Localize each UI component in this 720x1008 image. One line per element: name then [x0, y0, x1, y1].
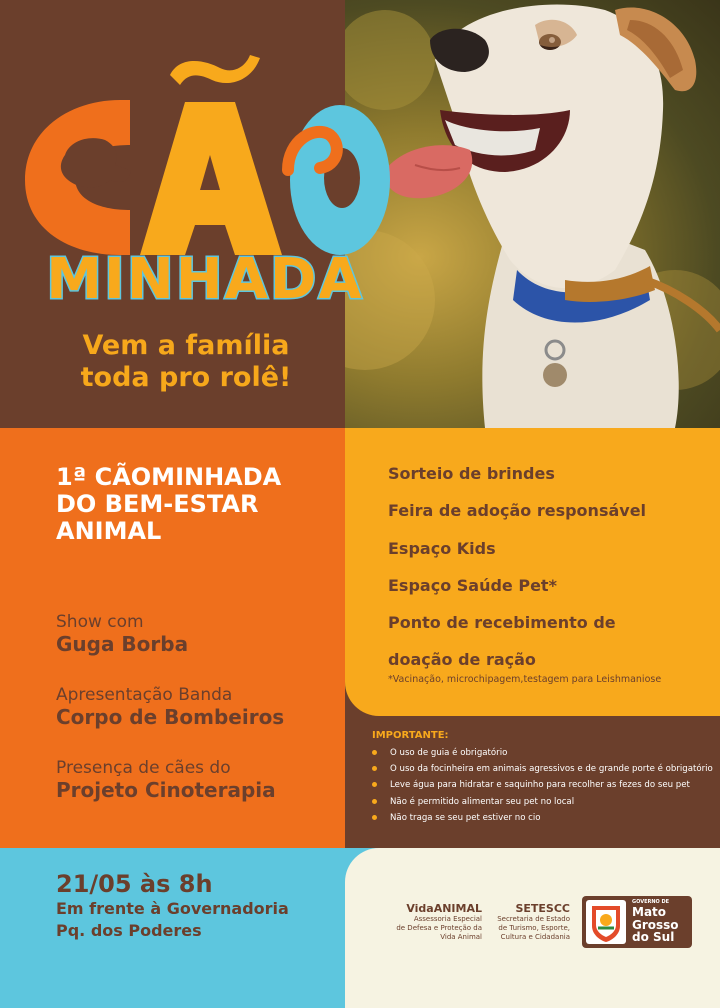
important-item [372, 810, 712, 826]
show-item [56, 685, 284, 729]
bullet-icon [372, 815, 377, 820]
gov-name [632, 906, 679, 944]
tagline-line2: toda pro rolê! [80, 362, 292, 393]
tagline [66, 330, 306, 394]
event-title-line3: ANIMAL [56, 517, 162, 545]
activity-item: Sorteio de brindes [388, 464, 555, 483]
vida-animal-logo [378, 902, 482, 942]
setescc-sub: de Turismo, Esporte, [498, 924, 570, 932]
bullet-icon [372, 766, 377, 771]
gov-line: Grosso [632, 917, 679, 932]
activity-item: Feira de adoção responsável [388, 501, 647, 521]
tagline-line1: Vem a família [82, 330, 290, 361]
important-item [372, 794, 712, 810]
event-date: 21/05 às 8h [56, 870, 213, 898]
location-line1: Em frente à Governadoria [56, 899, 289, 918]
dog-photo [345, 0, 720, 428]
activity-item: Espaço Kids [388, 538, 496, 558]
gov-line: Mato [632, 905, 667, 919]
event-title-line2: DO BEM-ESTAR [56, 490, 259, 518]
location-line2: Pq. dos Poderes [56, 921, 202, 940]
vida-animal-name: VidaANIMAL [406, 902, 482, 915]
vida-animal-sub: Assessoria Especial [413, 915, 482, 923]
show-item-label: Presença de cães do [56, 758, 231, 778]
activities-footnote: *Vacinação, microchipagem,testagem para Leishmaniose [388, 674, 662, 685]
show-item-name: Projeto Cinoterapia [56, 778, 276, 802]
important-title: IMPORTANTE: [372, 730, 449, 741]
important-item [372, 777, 712, 793]
event-title [56, 464, 326, 545]
important-list [372, 745, 712, 826]
bullet-icon [372, 799, 377, 804]
activity-item: doação de ração [388, 650, 536, 670]
state-seal-icon [586, 900, 626, 944]
important-item-text: O uso da focinheira em animais agressivos e de grande porte é obrigatório [390, 764, 713, 775]
activity-item: Ponto de recebimento de [388, 613, 616, 633]
setescc-sub: Secretaria de Estado [497, 915, 570, 923]
important-item-text: Não é permitido alimentar seu pet no local [390, 796, 575, 807]
show-item-label: Apresentação Banda [56, 685, 233, 705]
caominhada-logo [20, 40, 390, 310]
important-item [372, 761, 712, 777]
activity-item: Espaço Saúde Pet* [388, 575, 557, 595]
gov-line: do Sul [632, 930, 675, 944]
activities-list [388, 455, 708, 679]
important-item-text: O uso de guia é obrigatório [390, 748, 508, 758]
bullet-icon [372, 782, 377, 787]
vida-animal-sub: Vida Animal [440, 933, 482, 941]
government-logo [582, 896, 692, 948]
logo-minhada-text: MINHADA [46, 247, 364, 310]
show-item-label: Show com [56, 612, 144, 632]
important-item-text: Não traga se seu pet estiver no cio [390, 812, 541, 823]
important-item [372, 745, 712, 761]
setescc-logo [490, 902, 570, 942]
setescc-name: SETESCC [515, 902, 570, 915]
setescc-sub: Cultura e Cidadania [500, 933, 570, 941]
event-title-line1: 1ª CÃOMINHADA [56, 463, 282, 491]
event-location [56, 898, 289, 942]
show-item-name: Guga Borba [56, 632, 189, 656]
show-item [56, 612, 188, 656]
bullet-icon [372, 750, 377, 755]
show-item [56, 758, 276, 802]
gov-small-text: GOVERNO DE [632, 899, 670, 905]
show-item-name: Corpo de Bombeiros [56, 705, 285, 729]
important-item-text: Leve água para hidratar e saquinho para recolher as fezes do seu pet [390, 780, 690, 791]
vida-animal-sub: de Defesa e Proteção da [396, 924, 482, 932]
important-notes [372, 730, 712, 826]
